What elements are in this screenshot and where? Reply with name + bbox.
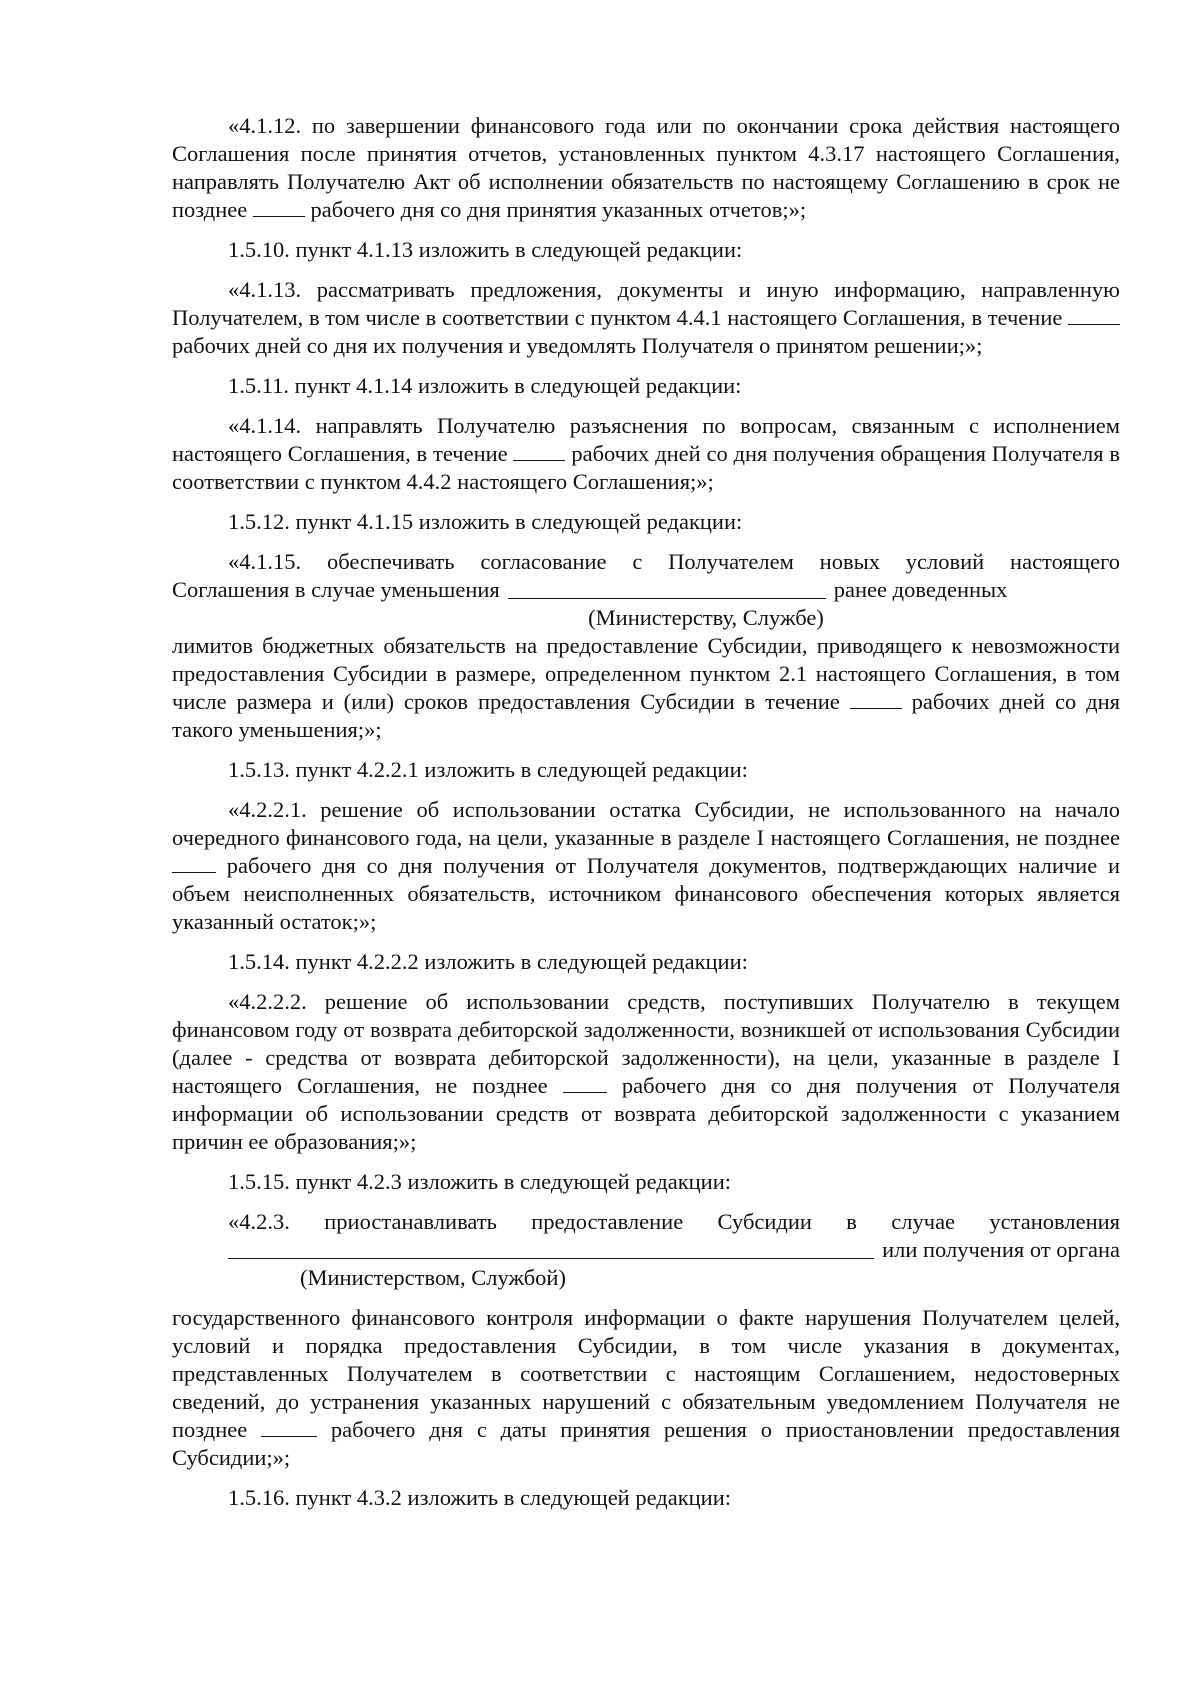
paragraph-text: рабочих дней со дня их получения и уведомлять Получателя о принятом решении;»; <box>172 333 983 358</box>
paragraph-4-2-2-1 <box>172 796 1120 936</box>
blank-field <box>850 688 902 709</box>
paragraph-4-2-2-2 <box>172 988 1120 1156</box>
blank-field <box>508 578 826 599</box>
paragraph-text: рабочего дня со дня получения от Получателя информации об использовании средств от возврата дебиторской задолженности с указанием причин ее образования;»; <box>172 1073 1121 1154</box>
paragraph-4-2-3 <box>172 1208 1120 1472</box>
heading-1-5-12: 1.5.12. пункт 4.1.15 изложить в следующей редакции: <box>228 509 743 534</box>
paragraph-text: «4.1.13. рассматривать предложения, документы и иную информацию, направленную Получателем, в том числе в соответствии с пунктом 4.4.1 настоящего Соглашения, в течение <box>172 277 1120 330</box>
blank-field <box>1068 304 1120 325</box>
blank-field <box>253 196 305 217</box>
paragraph-text: или получения от органа <box>882 1237 1120 1262</box>
heading-1-5-11: 1.5.11. пункт 4.1.14 изложить в следующей редакции: <box>228 373 742 398</box>
field-hint: (Министерством, Службой) <box>300 1265 566 1290</box>
paragraph-text: рабочих дней со дня такого уменьшения;»; <box>172 689 1120 742</box>
paragraph-line: «4.1.15. обеспечивать согласование с Получателем новых условий настоящего <box>228 549 1120 574</box>
paragraph-text: «4.1.12. по завершении финансового года или по окончании срока действия настоящего Соглашения после принятия отчетов, установленных пунктом 4.3.17 настоящего Соглашения, направлять Получателю Акт об исполнении обязательств по настоящему Соглашению в срок не позднее <box>172 113 1120 222</box>
paragraph-4-1-15 <box>172 548 1120 744</box>
paragraph-continuation <box>172 632 1120 744</box>
paragraph-text: ранее доведенных <box>833 577 1008 602</box>
paragraph-text: «4.2.2.1. решение об использовании остатка Субсидии, не использованного на начало очередного финансового года, на цели, указанные в разделе I настоящего Соглашения, не позднее <box>172 797 1120 850</box>
paragraph-line-with-blank <box>172 576 1120 604</box>
heading-1-5-15: 1.5.15. пункт 4.2.3 изложить в следующей редакции: <box>228 1169 732 1194</box>
blank-field <box>261 1416 317 1437</box>
paragraph-4-1-12 <box>172 112 1120 224</box>
paragraph-4-1-14 <box>172 412 1120 496</box>
heading-1-5-14: 1.5.14. пункт 4.2.2.2 изложить в следующей редакции: <box>228 949 748 974</box>
paragraph-text: «4.1.14. направлять Получателю разъяснения по вопросам, связанным с исполнением настоящего Соглашения, в течение <box>172 413 1120 466</box>
blank-field <box>563 1072 607 1093</box>
heading-1-5-16: 1.5.16. пункт 4.3.2 изложить в следующей редакции: <box>228 1485 732 1510</box>
heading-1-5-13: 1.5.13. пункт 4.2.2.1 изложить в следующей редакции: <box>228 757 748 782</box>
paragraph-line: «4.2.3. приостанавливать предоставление Субсидии в случае установления <box>228 1209 1120 1234</box>
document-page <box>172 112 1120 1524</box>
blank-field <box>228 1238 874 1259</box>
heading-1-5-10: 1.5.10. пункт 4.1.13 изложить в следующей редакции: <box>228 237 743 262</box>
paragraph-continuation <box>172 1304 1120 1472</box>
paragraph-text: государственного финансового контроля информации о факте нарушения Получателем целей, условий и порядка предоставления Субсидии, в том числе указания в документах, представленных Получателем в соответствии с настоящим Соглашением, недостоверных сведений, до устранения указанных нарушений с обязательным уведомлением Получателя не позднее <box>172 1305 1120 1442</box>
paragraph-text: рабочего дня со дня получения от Получателя документов, подтверждающих наличие и объем неисполненных обязательств, источником финансового обеспечения которых является указанный остаток;»; <box>172 853 1120 934</box>
paragraph-text: рабочего дня с даты принятия решения о приостановлении предоставления Субсидии;»; <box>172 1417 1120 1470</box>
paragraph-text: Соглашения в случае уменьшения <box>172 577 500 602</box>
paragraph-text: «4.2.2.2. решение об использовании средств, поступивших Получателю в текущем финансовом году от возврата дебиторской задолженности, возникшей от использования Субсидии (далее - средства от возврата дебиторской задолженности), на цели, указанные в разделе I настоящего Соглашения, не позднее <box>172 989 1120 1098</box>
paragraph-text: рабочего дня со дня принятия указанных отчетов;»; <box>310 197 807 222</box>
blank-field <box>172 852 216 873</box>
blank-field <box>513 440 565 461</box>
paragraph-text: рабочих дней со дня получения обращения Получателя в соответствии с пунктом 4.4.2 настоящего Соглашения;»; <box>172 441 1121 494</box>
paragraph-line-with-blank <box>172 1236 1120 1264</box>
paragraph-text: лимитов бюджетных обязательств на предоставление Субсидии, приводящего к невозможности предоставления Субсидии в размере, определенном пунктом 2.1 настоящего Соглашения, в том числе размера и (или) сроков предоставления Субсидии в течение <box>172 633 1120 714</box>
field-hint: (Министерству, Службе) <box>588 605 824 630</box>
paragraph-4-1-13 <box>172 276 1120 360</box>
